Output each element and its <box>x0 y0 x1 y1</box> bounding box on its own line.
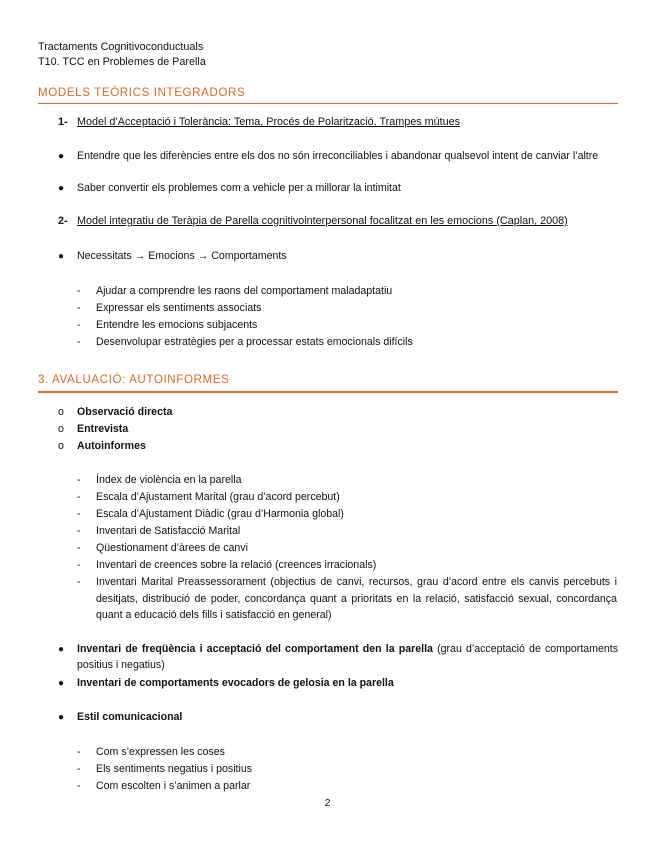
dash-icon: - <box>77 302 81 314</box>
dash-icon: - <box>77 285 81 297</box>
bullet-icon: ● <box>58 151 65 162</box>
circle-bullet-icon: o <box>58 406 64 418</box>
dash-icon: - <box>77 525 81 537</box>
document-header <box>38 40 206 70</box>
list-item: - Inventari Marital Preassessorament (objectius de canvi, recursos, grau d’acord entre els canvis percebuts i desitjats, distribució de poder, concordança quant a prioritats en la relació, satisfacció sexual, concordança quant a educació dels fills i satisfacció en general) <box>77 576 617 621</box>
topic-title: T10. TCC en Problemes de Parella <box>38 56 206 68</box>
list-item: ● Entendre que les diferències entre els dos no són irreconciliables i abandonar qualsevol intent de canviar l’altre <box>58 149 618 165</box>
bullet-icon: ● <box>58 183 65 194</box>
course-title: Tractaments Cognitivoconductuals <box>38 41 204 53</box>
list-item: - Inventari de creences sobre la relació (creences irracionals) <box>77 557 617 574</box>
item-title: Model integratiu de Teràpia de Parella cognitivointerpersonal focalitzat en les emocions (Caplan, 2008) <box>77 215 568 227</box>
page-number: 2 <box>324 797 331 809</box>
circle-bullet-icon: o <box>58 423 64 435</box>
list-item <box>58 642 618 673</box>
numbered-item-1 <box>58 116 618 128</box>
dash-icon: - <box>77 336 81 348</box>
bullet-icon: ● <box>58 644 65 655</box>
dash-icon: - <box>77 780 81 792</box>
item-number: 2- <box>58 215 68 227</box>
list-item: - Expressar els sentiments associats <box>77 300 617 317</box>
dash-icon: - <box>77 542 81 554</box>
list-item: o Observació directa <box>58 404 172 421</box>
list-item: - Desenvolupar estratègies per a processar estats emocionals difícils <box>77 334 617 351</box>
dash-icon: - <box>77 491 81 503</box>
section-divider <box>38 103 618 104</box>
list-item: - Els sentiments negatius i positius <box>77 761 617 778</box>
dash-icon: - <box>77 474 81 486</box>
item-number: 1- <box>58 116 68 128</box>
section-heading-avaluacio: 3. AVALUACIÓ: AUTOINFORMES <box>38 373 230 386</box>
list-item: - Inventari de Satisfacció Marital <box>77 523 617 540</box>
list-item: - Escala d’Ajustament Diàdic (grau d’Harmonia global) <box>77 506 617 523</box>
list-item: - Com s’expressen les coses <box>77 744 617 761</box>
dash-icon: - <box>77 508 81 520</box>
list-item: ● Saber convertir els problemes com a vehicle per a millorar la intimitat <box>58 181 618 197</box>
inventory-title: Inventari de freqüència i acceptació del comportament den la parella <box>77 643 433 655</box>
numbered-item-2 <box>58 215 618 227</box>
dash-icon: - <box>77 763 81 775</box>
list-item: ● Estil comunicacional <box>58 710 618 726</box>
circle-bullet-icon: o <box>58 440 64 452</box>
list-item: - Com escolten i s’animen a parlar <box>77 778 617 795</box>
list-item: - Índex de violència en la parella <box>77 472 617 489</box>
section-heading-models: MODELS TEÒRICS INTEGRADORS <box>38 86 246 99</box>
bullet-icon: ● <box>58 712 65 723</box>
list-item: o Autoinformes <box>58 438 146 455</box>
dash-icon: - <box>77 576 81 588</box>
bullet-icon: ● <box>58 251 65 262</box>
list-item: ● Necessitats → Emocions → Comportaments <box>58 249 618 265</box>
list-item: ● Inventari de comportaments evocadors de gelosia en la parella <box>58 676 618 692</box>
section-divider <box>38 391 618 393</box>
list-item: - Qüestionament d’àrees de canvi <box>77 540 617 557</box>
inventory-description: (grau d’acceptació de comportaments positius i negatius) <box>77 643 619 671</box>
list-item: - Ajudar a comprendre les raons del comportament maladaptatiu <box>77 283 617 300</box>
item-title: Model d’Acceptació i Tolerància: Tema, Procés de Polarització, Trampes mútues <box>77 116 461 128</box>
dash-icon: - <box>77 559 81 571</box>
bullet-icon: ● <box>58 678 65 689</box>
dash-icon: - <box>77 319 81 331</box>
list-item: - Entendre les emocions subjacents <box>77 317 617 334</box>
list-item: o Entrevista <box>58 421 128 438</box>
dash-icon: - <box>77 746 81 758</box>
list-item: - Escala d’Ajustament Marital (grau d’acord percebut) <box>77 489 617 506</box>
